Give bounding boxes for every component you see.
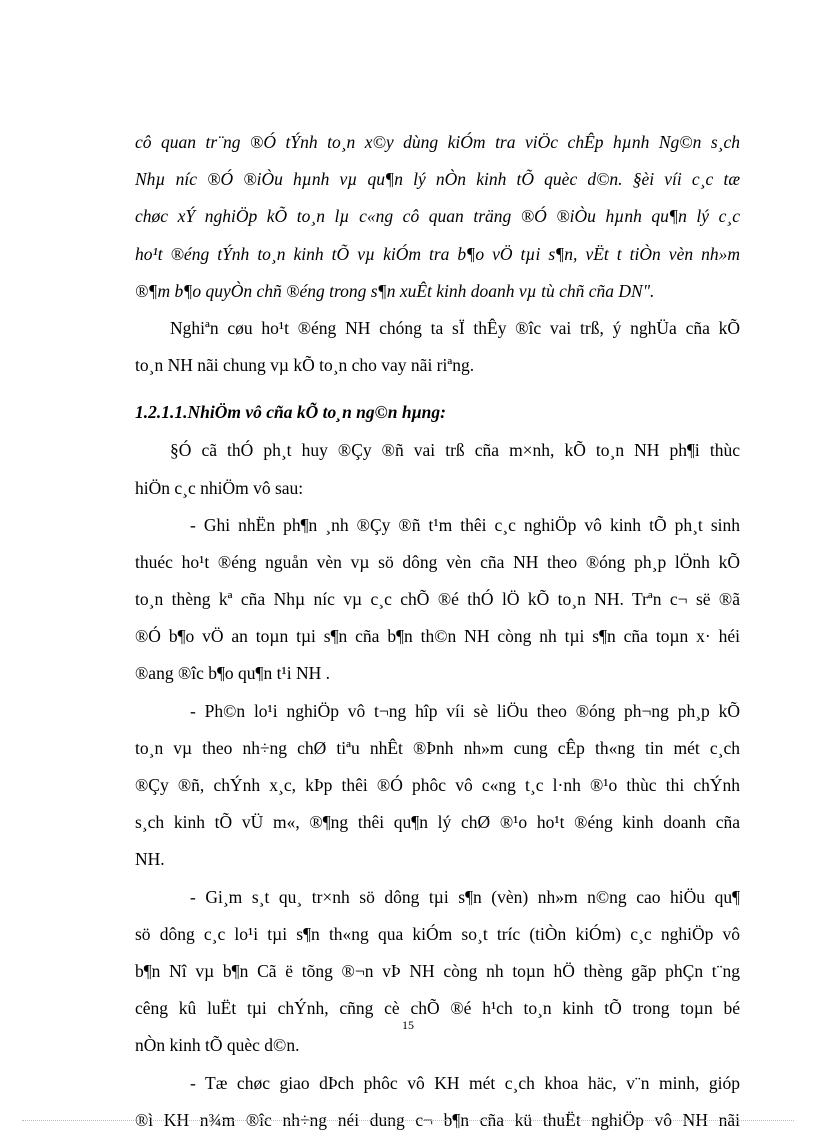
text-line: to¸n NH nãi chung vµ kÕ to¸n cho vay nãi riªng. <box>135 355 475 376</box>
paragraph-intro-quote <box>135 124 740 310</box>
text-line: Nghiªn cøu ho¹t ®éng NH chóng ta sÏ thÊy ®îc vai trß, ý nghÜa cña kÕ <box>170 317 740 338</box>
page-number: 15 <box>402 1018 414 1032</box>
paragraph-research <box>135 310 740 384</box>
paragraph-duties-intro <box>135 432 740 506</box>
text-line: to¸n vµ theo nh÷ng chØ tiªu nhÊt ®Þnh nh»m cung cÊp th«ng tin mét c¸ch <box>135 737 740 758</box>
paragraph-duty-record <box>135 507 740 693</box>
text-line: ®Çy ®ñ, chÝnh x¸c, kÞp thêi ®Ó phôc vô c«ng t¸c l·nh ®¹o thùc thi chÝnh <box>135 775 740 795</box>
text-line: - Gi¸m s¸t qu¸ tr×nh sö dông tµi s¶n (vèn) nh»m n©ng cao hiÖu qu¶ <box>190 886 740 907</box>
paragraph-duty-transactions <box>135 1065 740 1139</box>
text-line: nÒn kinh tÕ quèc d©n. <box>135 1035 300 1056</box>
text-line: s¸ch kinh tÕ vÜ m«, ®¶ng thêi qu¶n lý chØ ®¹o ho¹t ®éng kinh doanh cña <box>135 812 740 833</box>
text-line: ho¹t ®éng tÝnh to¸n kinh tÕ vµ kiÓm tra b¶o vÖ tµi s¶n, vËt t tiÒn vèn nh»m <box>135 243 740 264</box>
text-line: ®ang ®îc b¶o qu¶n t¹i NH . <box>135 663 330 684</box>
text-line: hiÖn c¸c nhiÖm vô sau: <box>135 477 304 498</box>
text-line: - Ghi nhËn ph¶n ¸nh ®Çy ®ñ t¹m thêi c¸c nghiÖp vô kinh tÕ ph¸t sinh <box>190 514 740 535</box>
page-body <box>135 124 740 1139</box>
paragraph-duty-supervise <box>135 879 740 1065</box>
text-line: §Ó cã thÓ ph¸t huy ®Çy ®ñ vai trß cña m×nh, kÕ to¸n NH ph¶i thùc <box>170 440 740 461</box>
text-line: cô quan tr¨ng ®Ó tÝnh to¸n x©y dùng kiÓm tra viÖc chÊp hµnh Ng©n s¸ch <box>135 132 740 152</box>
text-line: ®ì KH n¾m ®îc nh÷ng néi dung c¬ b¶n cña kü thuËt nghiÖp vô NH nãi <box>135 1109 740 1130</box>
text-line: to¸n thèng kª cña Nhµ níc vµ c¸c chÕ ®é thÓ lÖ kÕ to¸n NH. Trªn c¬ së ®ã <box>135 589 740 610</box>
text-line: chøc xÝ nghiÖp kÕ to¸n lµ c«ng cô quan träng ®Ó ®iÒu hµnh qu¶n lý c¸c <box>135 206 740 227</box>
footer-dotted-rule <box>22 1120 794 1121</box>
text-line: ®Ó b¶o vÖ an toµn tµi s¶n cña b¶n th©n NH còng nh tµi s¶n cña toµn x· héi <box>135 626 740 647</box>
paragraph-duty-classify <box>135 693 740 879</box>
text-line: cêng kû luËt tµi chÝnh, cñng cè chÕ ®é h¹ch to¸n kinh tÕ trong toµn bé <box>135 998 740 1019</box>
text-line: NH. <box>135 849 165 870</box>
text-line: - Ph©n lo¹i nghiÖp vô t¬ng hîp víi sè liÖu theo ®óng ph¬ng ph¸p kÕ <box>190 700 740 721</box>
text-line: thuéc ho¹t ®éng nguån vèn vµ sö dông vèn cña NH theo ®óng ph¸p lÖnh kÕ <box>135 551 740 572</box>
text-line: ®¶m b¶o quyÒn chñ ®éng trong s¶n xuÊt kinh doanh vµ tù chñ cña DN". <box>135 280 655 301</box>
text-line: sö dông c¸c lo¹i tµi s¶n th«ng qua kiÓm so¸t tríc (tiÒn kiÓm) c¸c nghiÖp vô <box>135 923 740 944</box>
section-heading: 1.2.1.1.NhiÖm vô cña kÕ to¸n ng©n hµng: <box>135 402 446 423</box>
text-line: b¶n Nî vµ b¶n Cã ë tõng ®¬n vÞ NH còng nh toµn hÖ thèng gãp phÇn t¨ng <box>135 960 740 981</box>
text-line: - Tæ chøc giao dÞch phôc vô KH mét c¸ch khoa häc, v¨n minh, gióp <box>190 1072 740 1093</box>
text-line: Nhµ níc ®Ó ®iÒu hµnh vµ qu¶n lý nÒn kinh tÕ quèc d©n. §èi víi c¸c tæ <box>135 169 740 190</box>
